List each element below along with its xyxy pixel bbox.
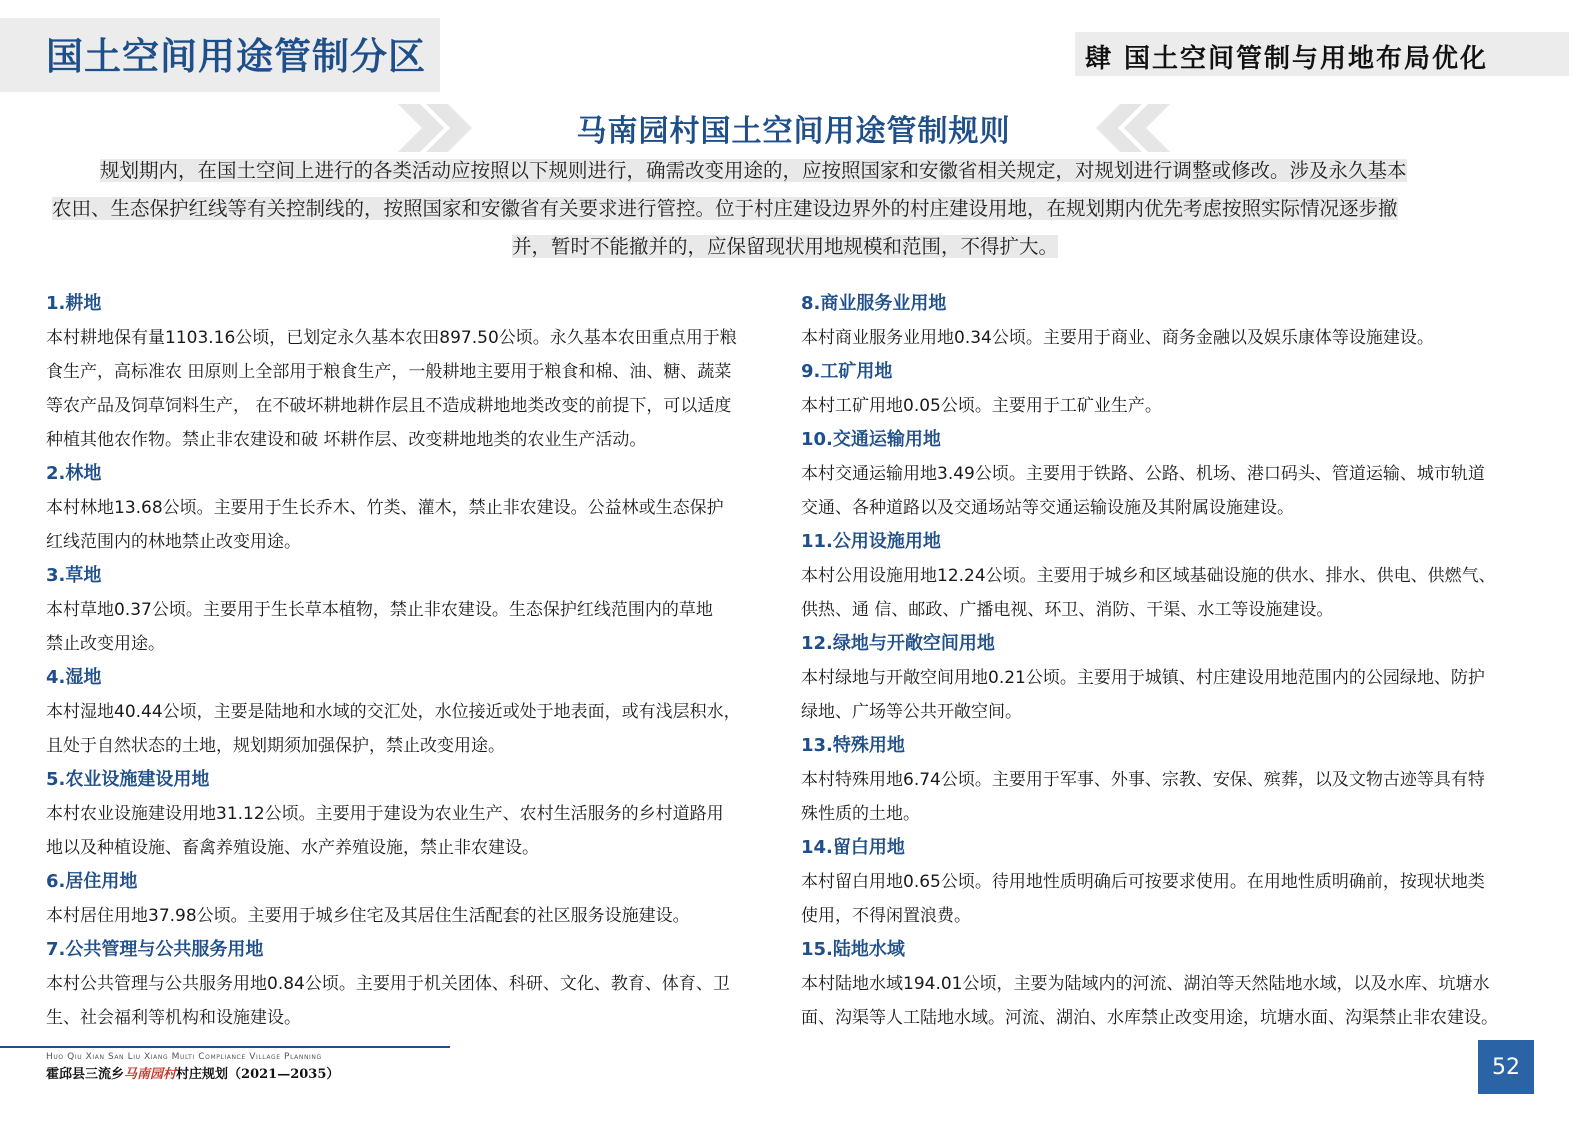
- rule-text-line: 本村留白用地0.65公顷。待用地性质明确后可按要求使用。在用地性质明确前，按现状地类: [801, 872, 1485, 892]
- rule-text-line: 本村公用设施用地12.24公顷。主要用于城乡和区域基础设施的供水、排水、供电、供燃气、: [801, 566, 1496, 586]
- rule-text-line: 种植其他农作物。禁止非农建设和破 坏耕作层、改变耕地地类的农业生产活动。: [46, 430, 647, 450]
- rule-item-grassland: [46, 559, 766, 661]
- footer-village-name: 马南园村: [124, 1067, 177, 1082]
- rule-text-line: 本村交通运输用地3.49公顷。主要用于铁路、公路、机场、港口码头、管道运输、城市轨道: [801, 464, 1485, 484]
- intro-paragraph: [52, 152, 1518, 266]
- rule-text-line: 本村湿地40.44公顷，主要是陆地和水域的交汇处，水位接近或处于地表面，或有浅层积水，: [46, 702, 741, 722]
- rule-text-line: 本村居住用地37.98公顷。主要用于城乡住宅及其居住生活配套的社区服务设施建设。: [46, 906, 690, 926]
- rule-item-land-water: [801, 933, 1529, 1035]
- rule-text-line: 红线范围内的林地禁止改变用途。: [46, 532, 301, 552]
- rule-text-line: 本村耕地保有量1103.16公顷，已划定永久基本农田897.50公顷。永久基本农田重点用于粮: [46, 328, 737, 348]
- rule-heading: 14.留白用地: [801, 837, 905, 858]
- rule-text-line: 本村绿地与开敞空间用地0.21公顷。主要用于城镇、村庄建设用地范围内的公园绿地、防护: [801, 668, 1485, 688]
- rule-text-line: 本村草地0.37公顷。主要用于生长草本植物，禁止非农建设。生态保护红线范围内的草地: [46, 600, 713, 620]
- rule-heading: 12.绿地与开敞空间用地: [801, 633, 995, 654]
- intro-line: 农田、生态保护红线等有关控制线的，按照国家和安徽省有关要求进行管控。位于村庄建设边界外的村庄建设用地，在规划期内优先考虑按照实际情况逐步撤: [52, 197, 1398, 220]
- rule-text-line: 本村林地13.68公顷。主要用于生长乔木、竹类、灌木，禁止非农建设。公益林或生态保护: [46, 498, 724, 518]
- rule-item-green-open-space: [801, 627, 1529, 729]
- left-column: [46, 287, 766, 1035]
- rule-heading: 2.林地: [46, 463, 102, 484]
- page-number: 52: [1478, 1040, 1534, 1094]
- footer-english-title: Huo Qiu Xian San Liu Xiang Multi Compliance Village Planning: [46, 1052, 322, 1062]
- rule-item-agricultural-facility: [46, 763, 766, 865]
- rule-item-special-use: [801, 729, 1529, 831]
- rule-item-commercial: [801, 287, 1529, 355]
- rule-heading: 6.居住用地: [46, 871, 138, 892]
- rule-heading: 15.陆地水域: [801, 939, 905, 960]
- rule-item-public-utility: [801, 525, 1529, 627]
- rule-text-line: 地以及种植设施、畜禽养殖设施、水产养殖设施，禁止非农建设。: [46, 838, 539, 858]
- rule-heading: 10.交通运输用地: [801, 429, 941, 450]
- rule-heading: 13.特殊用地: [801, 735, 905, 756]
- rule-heading: 1.耕地: [46, 293, 102, 314]
- rule-text-line: 本村特殊用地6.74公顷。主要用于军事、外事、宗教、安保、殡葬，以及文物古迹等具有特: [801, 770, 1485, 790]
- rule-heading: 11.公用设施用地: [801, 531, 941, 552]
- rule-text-line: 使用，不得闲置浪费。: [801, 906, 971, 926]
- rule-text-line: 本村农业设施建设用地31.12公顷。主要用于建设为农业生产、农村生活服务的乡村道路用: [46, 804, 724, 824]
- rule-item-public-service: [46, 933, 766, 1035]
- rule-heading: 3.草地: [46, 565, 102, 586]
- chevron-left-icon: [1090, 104, 1170, 152]
- rule-item-cultivated-land: [46, 287, 766, 457]
- page-title: 国土空间用途管制分区: [46, 35, 426, 78]
- rule-text-line: 生、社会福利等机构和设施建设。: [46, 1008, 301, 1028]
- intro-line: 并，暂时不能撤并的，应保留现状用地规模和范围，不得扩大。: [511, 235, 1058, 258]
- rule-text-line: 本村陆地水域194.01公顷，主要为陆域内的河流、湖泊等天然陆地水域，以及水库、坑塘水: [801, 974, 1490, 994]
- footer-county-town: 霍邱县三流乡: [46, 1067, 125, 1082]
- rule-heading: 5.农业设施建设用地: [46, 769, 210, 790]
- rule-item-industrial-mining: [801, 355, 1529, 423]
- rule-text-line: 且处于自然状态的土地，规划期须加强保护，禁止改变用途。: [46, 736, 505, 756]
- rule-item-wetland: [46, 661, 766, 763]
- rule-text-line: 本村公共管理与公共服务用地0.84公顷。主要用于机关团体、科研、文化、教育、体育、卫: [46, 974, 730, 994]
- rule-text-line: 供热、通 信、邮政、广播电视、环卫、消防、干渠、水工等设施建设。: [801, 600, 1334, 620]
- rule-text-line: 本村商业服务业用地0.34公顷。主要用于商业、商务金融以及娱乐康体等设施建设。: [801, 328, 1434, 348]
- rule-text-line: 殊性质的土地。: [801, 804, 920, 824]
- rule-item-residential: [46, 865, 766, 933]
- rule-text-line: 等农产品及饲草饲料生产， 在不破坏耕地耕作层且不造成耕地地类改变的前提下，可以适度: [46, 396, 732, 416]
- intro-line: 规划期内，在国土空间上进行的各类活动应按照以下规则进行，确需改变用途的，应按照国家和安徽省相关规定，对规划进行调整或修改。涉及永久基本: [100, 159, 1407, 182]
- chapter-title: 肆 国土空间管制与用地布局优化: [1085, 44, 1489, 74]
- rule-text-line: 禁止改变用途。: [46, 634, 165, 654]
- rule-heading: 8.商业服务业用地: [801, 293, 947, 314]
- rule-text-line: 食生产，高标准农 田原则上全部用于粮食生产，一般耕地主要用于粮食和棉、油、糖、蔬菜: [46, 362, 732, 382]
- rule-text-line: 面、沟渠等人工陆地水域。河流、湖泊、水库禁止改变用途，坑塘水面、沟渠禁止非农建设。: [801, 1008, 1498, 1028]
- rule-item-reserved-land: [801, 831, 1529, 933]
- rule-item-transportation: [801, 423, 1529, 525]
- rule-heading: 9.工矿用地: [801, 361, 893, 382]
- right-column: [801, 287, 1529, 1035]
- rule-heading: 4.湿地: [46, 667, 102, 688]
- footer-chinese-title: [46, 1063, 339, 1082]
- rule-text-line: 本村工矿用地0.05公顷。主要用于工矿业生产。: [801, 396, 1162, 416]
- rule-text-line: 交通、各种道路以及交通场站等交通运输设施及其附属设施建设。: [801, 498, 1294, 518]
- section-title: 马南园村国土空间用途管制规则: [576, 114, 1011, 149]
- footer-divider: [0, 1046, 450, 1048]
- rule-heading: 7.公共管理与公共服务用地: [46, 939, 264, 960]
- rule-item-forest-land: [46, 457, 766, 559]
- footer-plan-title: 村庄规划（2021—2035）: [176, 1067, 340, 1082]
- rule-text-line: 绿地、广场等公共开敞空间。: [801, 702, 1022, 722]
